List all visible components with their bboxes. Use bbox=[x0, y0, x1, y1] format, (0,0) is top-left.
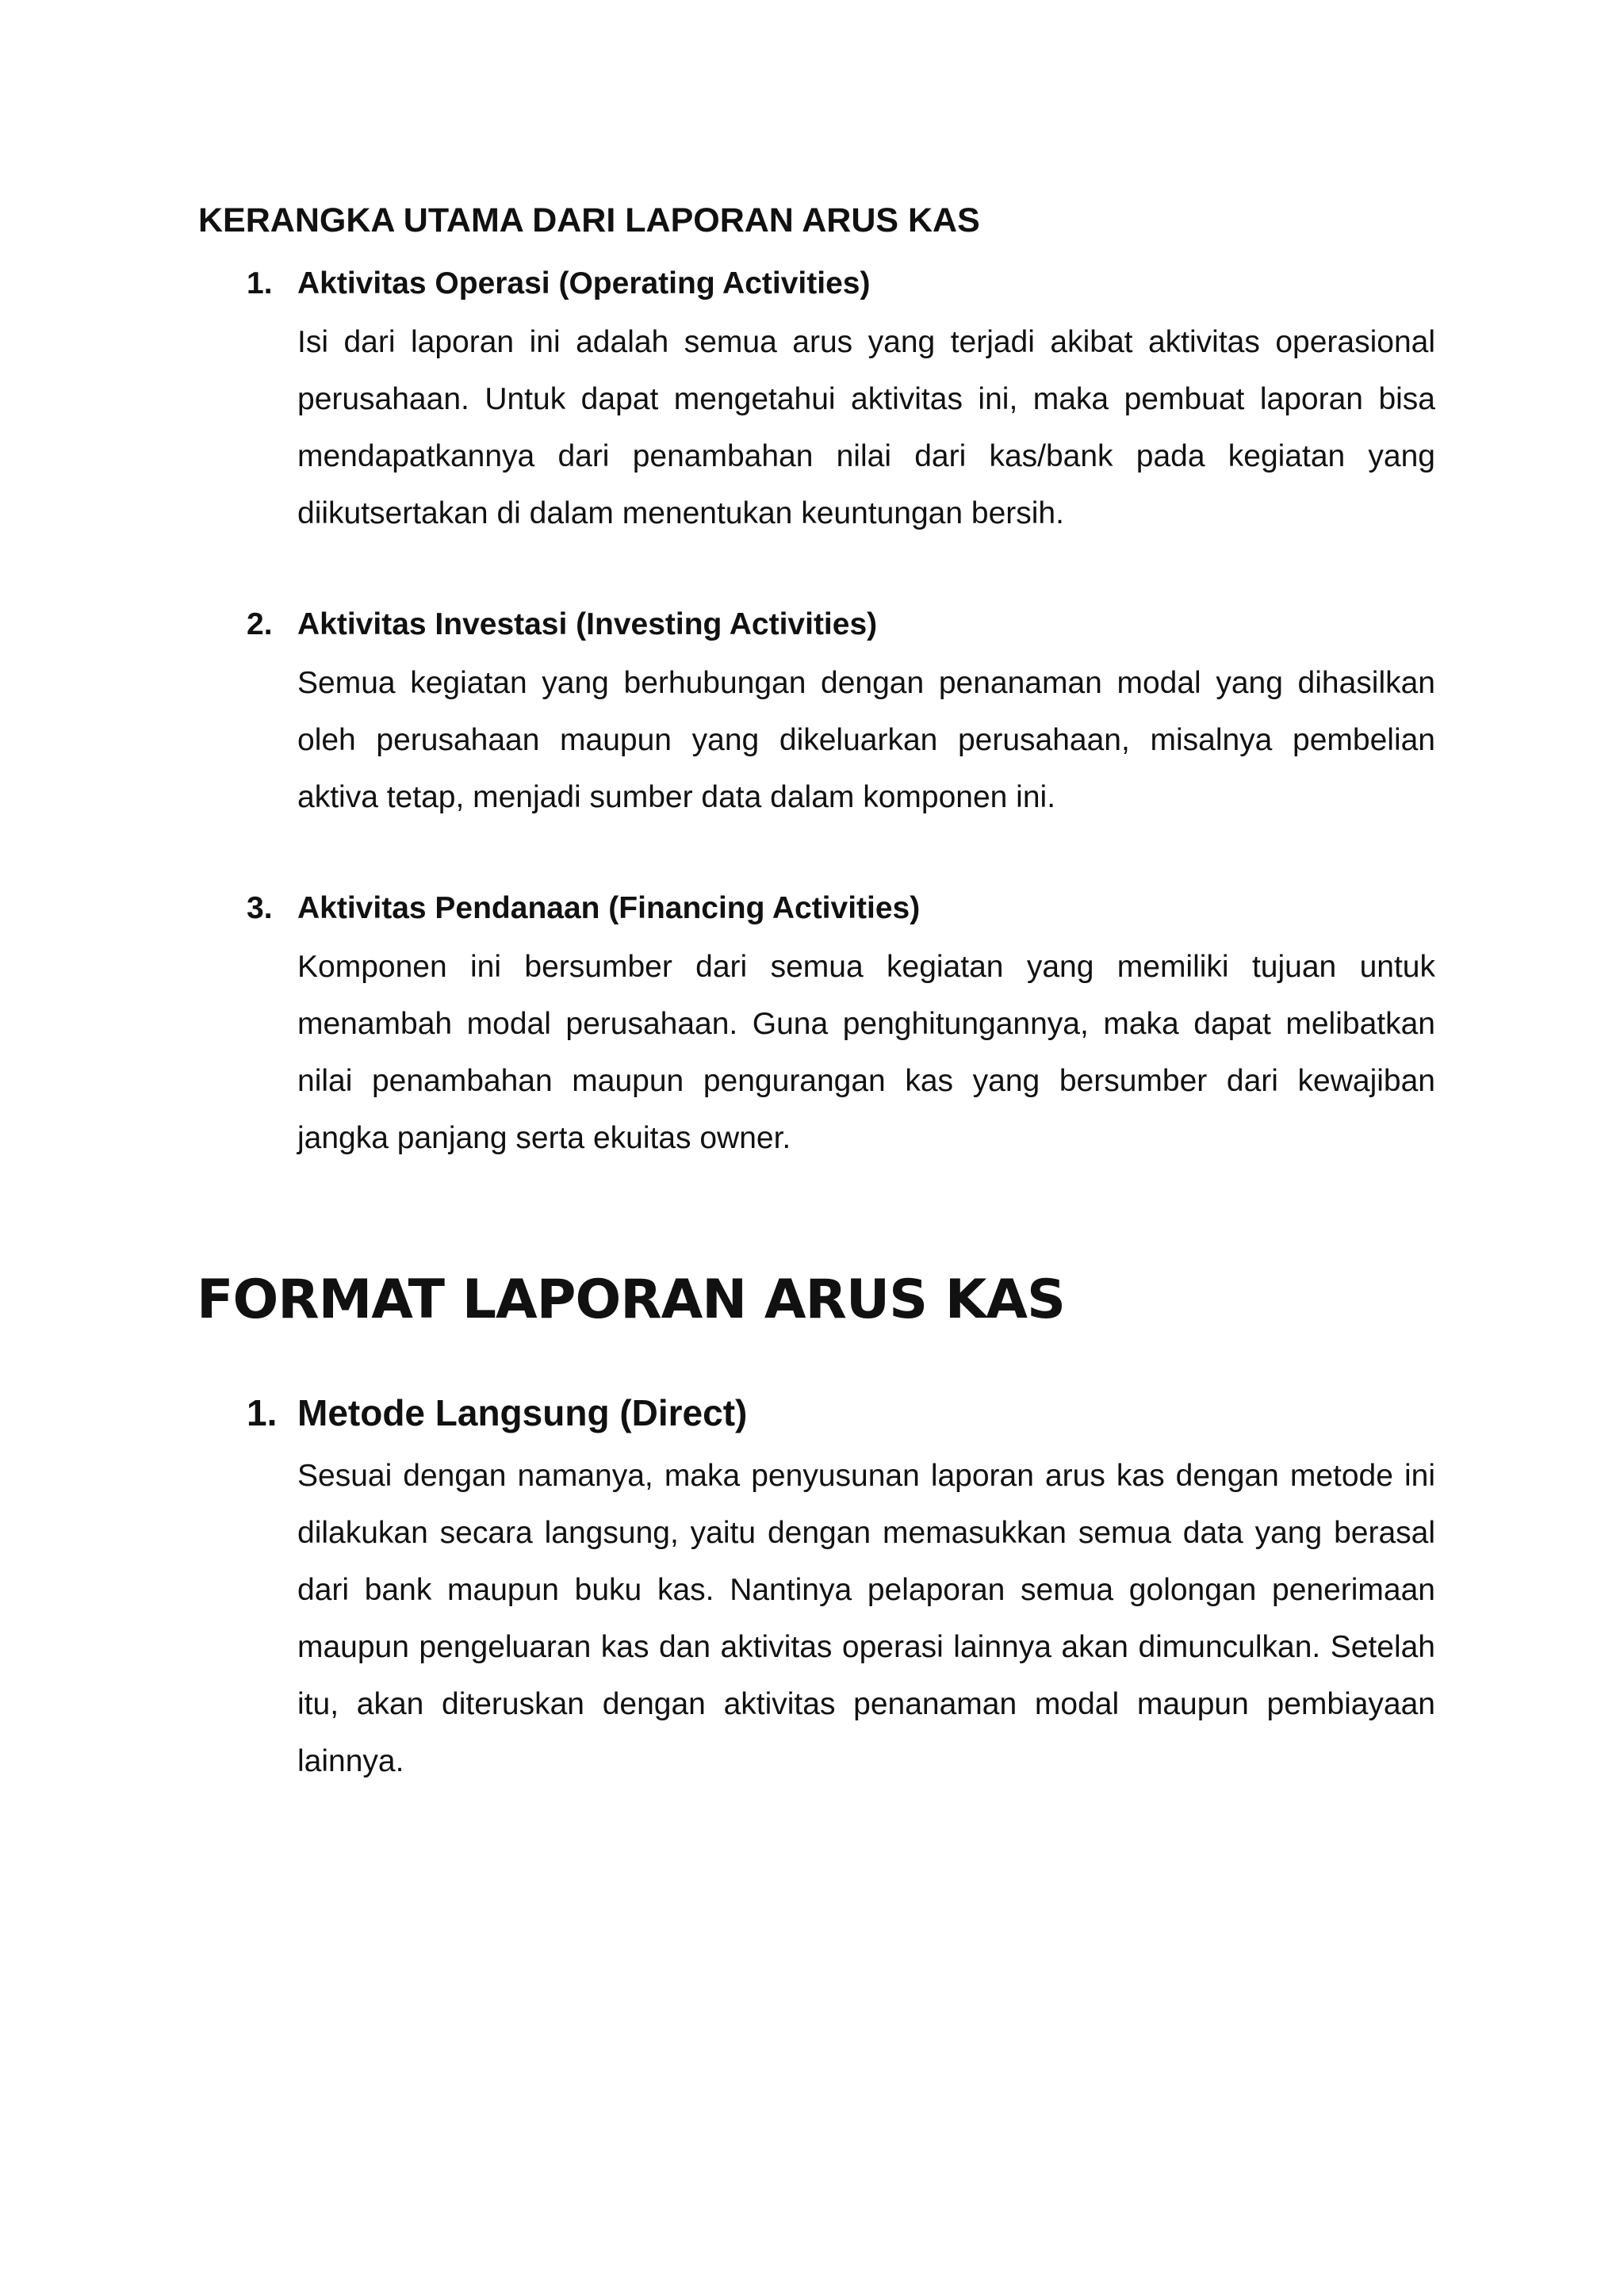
item-heading: Aktivitas Pendanaan (Financing Activities) bbox=[297, 891, 921, 925]
section-title-kerangka: KERANGKA UTAMA DARI LAPORAN ARUS KAS bbox=[198, 201, 980, 239]
item-body: Komponen ini bersumber dari semua kegiatan yang memiliki tujuan untuk menambah modal perusahaan. Guna penghitungannya, maka dapat melibatkan nilai penambahan maupun pengurangan kas yang bersumber dari kewajiban jangka panjang serta ekuitas owner. bbox=[297, 950, 1435, 1155]
item-body: Isi dari laporan ini adalah semua arus yang terjadi akibat aktivitas operasional perusahaan. Untuk dapat mengetahui aktivitas ini, maka pembuat laporan bisa mendapatkannya dari penambahan nilai dari kas/bank pada kegiatan yang diikutsertakan di dalam menentukan keuntungan bersih. bbox=[297, 325, 1435, 530]
list-item-operating bbox=[198, 262, 1435, 542]
item-number: 2. bbox=[247, 607, 273, 641]
item-number: 1. bbox=[247, 266, 273, 300]
list-item-investing bbox=[198, 603, 1435, 826]
item-body: Semua kegiatan yang berhubungan dengan penanaman modal yang dihasilkan oleh perusahaan maupun yang dikeluarkan perusahaan, misalnya pembelian aktiva tetap, menjadi sumber data dalam komponen ini. bbox=[297, 666, 1435, 814]
item-heading: Metode Langsung (Direct) bbox=[297, 1392, 748, 1433]
activities-list bbox=[198, 262, 1435, 1167]
item-number: 3. bbox=[247, 891, 273, 925]
list-item-financing bbox=[198, 886, 1435, 1167]
methods-list bbox=[198, 1387, 1435, 1790]
item-heading: Aktivitas Investasi (Investing Activities) bbox=[297, 607, 878, 641]
item-body: Sesuai dengan namanya, maka penyusunan laporan arus kas dengan metode ini dilakukan secara langsung, yaitu dengan memasukkan semua data yang berasal dari bank maupun buku kas. Nantinya pelaporan semua golongan penerimaan maupun pengeluaran kas dan aktivitas operasi lainnya akan dimunculkan. Setelah itu, akan diteruskan dengan aktivitas penanaman modal maupun pembiayaan lainnya. bbox=[297, 1459, 1435, 1778]
list-item-direct bbox=[198, 1387, 1435, 1790]
item-number: 1. bbox=[247, 1392, 278, 1433]
item-heading: Aktivitas Operasi (Operating Activities) bbox=[297, 266, 871, 300]
section-title-format: FORMAT LAPORAN ARUS KAS bbox=[197, 1269, 1066, 1331]
